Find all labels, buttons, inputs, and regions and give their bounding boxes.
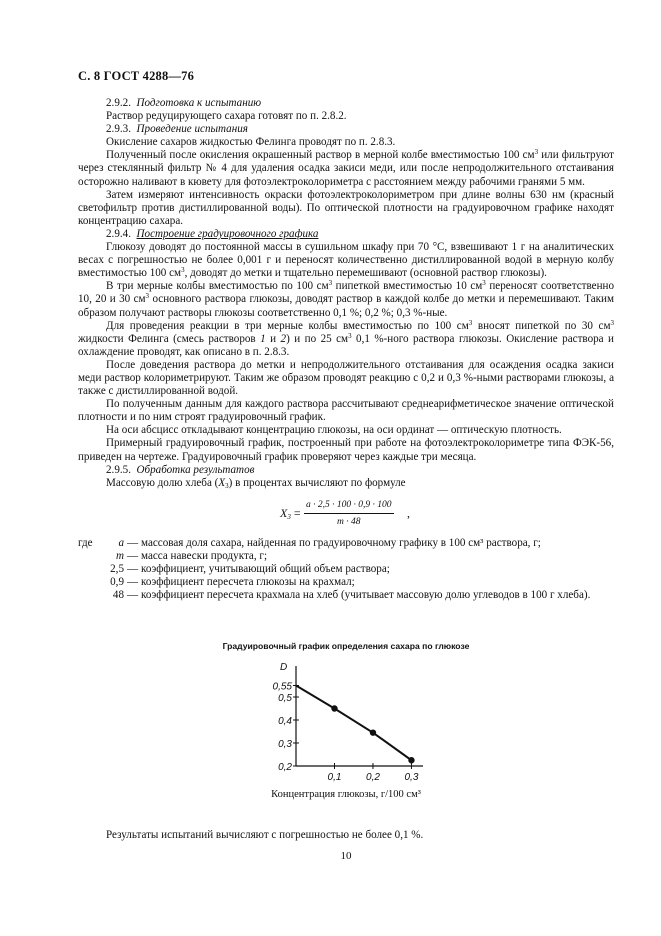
definition-symbol: a: [118, 536, 124, 549]
section-2-9-4: [78, 228, 614, 241]
text-span: или фильтруют через стеклянный фильтр № 4 для удаления осадка закиси меди, или после непродолжительного отстаивания осторожно наливают в кювету для фотоэлектроколориметра с расстоянием между рабочими гранями 5 мм.: [78, 149, 614, 188]
definition-item: [78, 563, 614, 576]
subscript: 3: [287, 512, 291, 521]
text-span: X: [218, 476, 226, 489]
section-number: 2.9.5.: [106, 463, 131, 476]
series-line: [296, 686, 411, 761]
paragraph-formula-intro: [78, 477, 614, 490]
paragraph-oxidation: [78, 149, 614, 188]
definition-text: коэффициент, учитывающий общий объем раствора;: [141, 563, 390, 575]
text-span: пипеткой вместимостью 10 см: [332, 280, 483, 293]
text-span: переносят соответственно 10, 20 и 30 см: [78, 280, 614, 306]
definition-symbol: 2,5: [110, 563, 124, 575]
paragraph-three-flasks: [78, 280, 614, 319]
result-statement: Результаты испытаний вычисляют с погрешностью не более 0,1 %.: [106, 829, 424, 841]
y-tick-label: 0,5: [278, 693, 292, 704]
y-tick-label: 0,2: [278, 762, 292, 773]
paragraph-glucose: [78, 241, 614, 280]
section-2-9-3: [78, 123, 614, 136]
formula-denominator: m · 48: [337, 516, 361, 527]
text-span: 0,1 %-ного раствора глюкозы. Окисление раствора и охлаждение проводят, как описано в п. 2.8.3.: [78, 332, 614, 358]
formula-numerator: a · 2,5 · 100 · 0,9 · 100: [304, 499, 394, 514]
data-point: [331, 705, 337, 711]
paragraph-after: После доведения раствора до метки и непродолжительного отстаивания для осаждения осадка закиси меди раствор колориметрируют. Таким же образом проводят реакцию с 0,2 и 0,3 %-ными растворами глюкозы, а также с дистиллированной водой.: [78, 358, 614, 398]
text-span: Массовую долю хлеба (: [106, 476, 219, 489]
calibration-chart: [258, 656, 428, 786]
text-span: =: [290, 505, 301, 520]
section-title: Подготовка к испытанию: [136, 97, 262, 109]
section-number: 2.9.3.: [106, 123, 131, 136]
text-span: Для проведения реакции в три мерные колбы вместимостью по 100 см: [106, 319, 469, 332]
text-span: вносят пипеткой по 30 см: [472, 319, 611, 332]
text-span: ) в процентах вычисляют по формуле: [228, 476, 406, 489]
section-2-9-2: [78, 97, 614, 110]
text-span: В три мерные колбы вместимостью по 100 см: [106, 280, 329, 293]
y-tick-label: 0,55: [272, 681, 292, 693]
definition-dash: —: [127, 589, 139, 602]
data-point: [408, 757, 414, 763]
text-span: основного раствора глюкозы, доводят раствор в каждой колбе до метки и перемешивают. Таким образом получают растворы глюкозы соответственно 0,1 %; 0,2 %; 0,3 %-ные.: [78, 293, 614, 319]
superscript: 3: [328, 279, 333, 288]
document-body: [78, 97, 614, 602]
definition-symbol: 48: [112, 589, 124, 602]
definition-text: коэффициент пересчета крахмала на хлеб (учитывает массовую долю углеводов в 100 г хлеба).: [141, 589, 591, 602]
y-tick-label: 0,4: [278, 716, 292, 727]
definition-dash: —: [127, 536, 139, 549]
superscript: 3: [181, 266, 185, 275]
x-tick-label: 0,3: [404, 772, 419, 783]
section-2-9-5: [78, 464, 614, 477]
definition-item: [78, 589, 614, 602]
paragraph-mean: По полученным данным для каждого раствора рассчитывают среднеарифметическое значение оптической плотности и по ним строят градуировочный график.: [78, 398, 614, 424]
definition-item: [78, 550, 614, 563]
definition-item: [78, 537, 614, 550]
page-number: 10: [340, 850, 352, 862]
chart-x-caption: Концентрация глюкозы, г/100 см³: [271, 789, 421, 800]
text-span: ) и по 25 см: [286, 332, 349, 345]
formula-comma: ,: [407, 505, 410, 520]
definition-text: массовая доля сахара, найденная по градуировочному графику в 100 см³ раствора, г;: [141, 536, 541, 549]
definition-item: [78, 576, 614, 589]
y-axis-label: D: [280, 662, 288, 673]
chart-title: Градуировочный график определения сахара по глюкозе: [222, 641, 470, 651]
formula-fraction: [304, 499, 394, 529]
subscript: 3: [225, 481, 229, 490]
page-header: С. 8 ГОСТ 4288—76: [78, 69, 195, 83]
text-span: Полученный после окисления окрашенный раствор в мерной колбе вместимостью 100 см: [106, 149, 535, 162]
text-span: 1: [260, 332, 266, 345]
y-tick-label: 0,3: [278, 739, 292, 750]
superscript: 3: [468, 318, 473, 327]
definition-dash: —: [127, 549, 139, 562]
paragraph-reaction: [78, 320, 614, 359]
text-span: жидкости Фелинга (смесь растворов: [78, 332, 261, 345]
definition-symbol: m: [115, 549, 124, 562]
definitions-lead: где: [78, 536, 93, 549]
text-span: Глюкозу доводят до постоянной массы в сушильном шкафу при 70 °С, взвешивают 1 г на аналитических весах с погрешностью не более 0,001 г и переносят количественно дистиллированной водой в мерную колбу вместимостью 100 см: [78, 241, 614, 280]
paragraph: Раствор редуцирующего сахара готовят по п. 2.8.2.: [106, 110, 347, 123]
formula: [78, 493, 614, 537]
definition-text: масса навески продукта, г;: [141, 549, 268, 562]
formula-lhs: [280, 507, 301, 520]
paragraph-axes: На оси абсцисс откладывают концентрацию глюкозы, на оси ординат — оптическую плотность.: [106, 424, 562, 437]
section-title: Проведение испытания: [136, 123, 248, 136]
definition-text: коэффициент пересчета глюкозы на крахмал;: [141, 576, 355, 589]
superscript: 3: [534, 148, 539, 157]
paragraph-measure: Затем измеряют интенсивность окраски фотоэлектроколориметром при длине волны 630 нм (красный светофильтр против дистиллированной воды). По оптической плотности на градуировочном графике находят концентрацию сахара.: [78, 188, 614, 227]
superscript: 3: [482, 279, 486, 288]
superscript: 3: [145, 292, 150, 301]
paragraph: Окисление сахаров жидкостью Фелинга проводят по п. 2.8.3.: [106, 136, 396, 149]
text-span: , доводят до метки и тщательно перемешивают (основной раствор глюкозы).: [184, 267, 547, 280]
text-span: 2: [280, 332, 287, 345]
x-tick-label: 0,1: [327, 772, 342, 783]
superscript: 3: [348, 331, 352, 340]
section-title: Обработка результатов: [136, 463, 255, 476]
definition-symbol: 0,9: [110, 576, 124, 589]
section-title: Построение градуировочного графика: [136, 227, 319, 240]
definition-dash: —: [127, 576, 139, 589]
paragraph-example: Примерный градуировочный график, построенный при работе на фотоэлектроколориметре типа ФЭК-56, приведен на чертеже. Градуировочный график проверяют через каждые три месяца.: [78, 437, 614, 463]
section-number: 2.9.4.: [106, 227, 131, 240]
data-point: [370, 729, 376, 735]
section-number: 2.9.2.: [106, 97, 131, 109]
definition-dash: —: [127, 563, 139, 575]
x-tick-label: 0,2: [366, 772, 380, 783]
definitions-list: [78, 537, 614, 602]
text-span: X: [280, 505, 288, 520]
text-span: и: [265, 332, 281, 345]
superscript: 3: [610, 318, 614, 327]
